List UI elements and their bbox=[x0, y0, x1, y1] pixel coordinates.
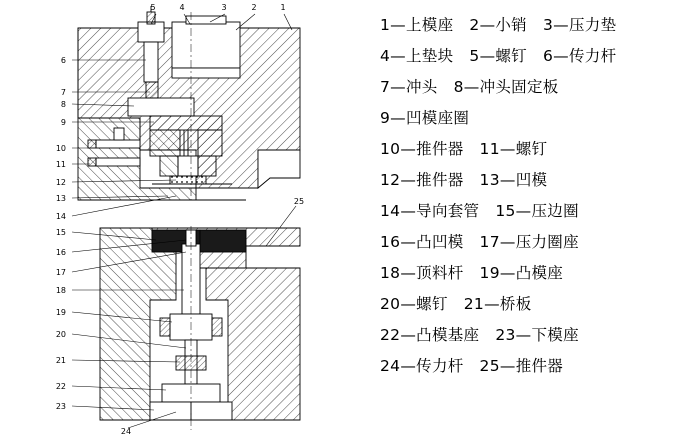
svg-text:20: 20 bbox=[55, 330, 66, 339]
legend-line bbox=[380, 49, 696, 65]
svg-text:23: 23 bbox=[55, 402, 66, 411]
legend-line bbox=[380, 18, 696, 34]
svg-text:14: 14 bbox=[55, 212, 66, 221]
legend-entry-number: 4 bbox=[380, 47, 391, 65]
svg-text:9: 9 bbox=[60, 118, 66, 127]
legend-entry-number: 25 bbox=[479, 357, 500, 375]
legend-entry-label: 螺钉 bbox=[495, 47, 527, 65]
svg-text:16: 16 bbox=[55, 248, 66, 257]
legend-entry-number: 11 bbox=[479, 140, 500, 158]
legend-entry-number: 6 bbox=[542, 47, 554, 65]
svg-text:4: 4 bbox=[179, 3, 185, 12]
legend-entry-9 bbox=[380, 109, 469, 127]
legend-line bbox=[380, 328, 696, 344]
legend-entry-dash: — bbox=[400, 264, 417, 282]
legend-entry-3 bbox=[543, 16, 616, 34]
legend-line bbox=[380, 142, 696, 158]
legend-entry-number: 8 bbox=[453, 78, 464, 96]
parts-legend bbox=[380, 18, 696, 418]
legend-entry-23 bbox=[495, 326, 579, 344]
legend-entry-label: 推件器 bbox=[416, 140, 464, 158]
legend-entry-number: 23 bbox=[495, 326, 516, 344]
svg-text:19: 19 bbox=[55, 308, 66, 317]
legend-entry-number: 1 bbox=[380, 16, 391, 34]
legend-entry-dash: — bbox=[479, 16, 496, 34]
legend-entry-dash: — bbox=[553, 47, 569, 65]
legend-entry-number: 18 bbox=[380, 264, 401, 282]
legend-entry-number: 19 bbox=[479, 264, 500, 282]
legend-entry-number: 10 bbox=[380, 140, 401, 158]
legend-entry-17 bbox=[480, 233, 579, 251]
legend-entry-dash: — bbox=[400, 326, 417, 344]
legend-entry-label: 推件器 bbox=[515, 357, 564, 375]
legend-entry-number: 21 bbox=[463, 295, 485, 313]
legend-entry-dash: — bbox=[390, 47, 406, 65]
svg-text:1: 1 bbox=[280, 3, 286, 12]
legend-entry-16 bbox=[380, 233, 464, 251]
svg-text:10: 10 bbox=[55, 144, 66, 153]
svg-text:13: 13 bbox=[55, 194, 66, 203]
legend-entry-2 bbox=[469, 16, 527, 34]
legend-entry-dash: — bbox=[463, 78, 480, 96]
svg-text:15: 15 bbox=[55, 228, 66, 237]
legend-entry-1 bbox=[380, 16, 453, 34]
legend-entry-label: 导向套管 bbox=[416, 202, 480, 220]
legend-entry-5 bbox=[469, 47, 527, 65]
legend-entry-dash: — bbox=[484, 295, 500, 313]
legend-entry-dash: — bbox=[479, 47, 496, 65]
legend-line bbox=[380, 235, 696, 251]
legend-entry-24 bbox=[380, 357, 464, 375]
legend-entry-25 bbox=[480, 357, 564, 375]
legend-line bbox=[380, 204, 696, 220]
svg-text:5: 5 bbox=[150, 3, 156, 12]
legend-entry-dash: — bbox=[400, 202, 417, 220]
legend-entry-label: 冲头固定板 bbox=[479, 78, 559, 96]
legend-entry-label: 压力垫 bbox=[568, 16, 617, 34]
legend-entry-number: 14 bbox=[380, 202, 401, 220]
legend-entry-dash: — bbox=[400, 140, 417, 158]
legend-entry-dash: — bbox=[400, 171, 417, 189]
legend-entry-dash: — bbox=[390, 78, 406, 96]
legend-entry-dash: — bbox=[400, 295, 417, 313]
svg-text:2: 2 bbox=[251, 3, 257, 12]
svg-text:25: 25 bbox=[293, 197, 305, 206]
legend-entry-dash: — bbox=[400, 357, 417, 375]
svg-text:24: 24 bbox=[120, 427, 132, 434]
legend-entry-22 bbox=[380, 326, 479, 344]
legend-entry-number: 13 bbox=[479, 171, 500, 189]
legend-line bbox=[380, 111, 696, 127]
legend-entry-4 bbox=[380, 47, 453, 65]
legend-entry-11 bbox=[480, 140, 548, 158]
legend-entry-dash: — bbox=[515, 202, 532, 220]
legend-entry-21 bbox=[464, 295, 532, 313]
legend-entry-number: 20 bbox=[380, 295, 401, 313]
svg-text:3: 3 bbox=[221, 3, 227, 12]
legend-entry-label: 上垫块 bbox=[405, 47, 454, 65]
legend-entry-13 bbox=[480, 171, 548, 189]
legend-entry-14 bbox=[380, 202, 479, 220]
legend-entry-label: 顶料杆 bbox=[416, 264, 464, 282]
legend-entry-7 bbox=[380, 78, 438, 96]
legend-entry-label: 压力圈座 bbox=[515, 233, 579, 251]
legend-line bbox=[380, 173, 696, 189]
svg-text:22: 22 bbox=[55, 382, 66, 391]
legend-entry-dash: — bbox=[515, 326, 532, 344]
legend-entry-label: 螺钉 bbox=[416, 295, 448, 313]
legend-entry-dash: — bbox=[499, 140, 516, 158]
legend-line bbox=[380, 359, 696, 375]
legend-entry-dash: — bbox=[499, 357, 516, 375]
legend-entry-label: 小销 bbox=[495, 16, 527, 34]
svg-text:6: 6 bbox=[60, 56, 66, 65]
legend-entry-number: 22 bbox=[380, 326, 401, 344]
legend-entry-number: 16 bbox=[380, 233, 401, 251]
svg-text:17: 17 bbox=[55, 268, 66, 277]
svg-text:7: 7 bbox=[60, 88, 66, 97]
legend-entry-12 bbox=[380, 171, 464, 189]
svg-text:8: 8 bbox=[60, 100, 66, 109]
legend-entry-label: 凸模基座 bbox=[416, 326, 480, 344]
legend-entry-number: 3 bbox=[542, 16, 554, 34]
legend-entry-number: 12 bbox=[380, 171, 401, 189]
legend-line bbox=[380, 266, 696, 282]
legend-entry-dash: — bbox=[499, 264, 516, 282]
legend-entry-number: 5 bbox=[469, 47, 480, 65]
svg-text:12: 12 bbox=[55, 178, 66, 187]
legend-entry-8 bbox=[454, 78, 559, 96]
legend-entry-label: 冲头 bbox=[405, 78, 438, 96]
legend-entry-number: 7 bbox=[380, 78, 391, 96]
legend-entry-15 bbox=[495, 202, 579, 220]
legend-entry-dash: — bbox=[499, 233, 516, 251]
legend-entry-label: 凸模座 bbox=[515, 264, 564, 282]
legend-entry-label: 螺钉 bbox=[515, 140, 548, 158]
legend-line bbox=[380, 80, 696, 96]
legend-entry-number: 24 bbox=[380, 357, 401, 375]
legend-entry-label: 推件器 bbox=[416, 171, 464, 189]
legend-entry-label: 凹模 bbox=[515, 171, 548, 189]
legend-entry-label: 上模座 bbox=[405, 16, 454, 34]
legend-entry-label: 下模座 bbox=[531, 326, 579, 344]
legend-entry-label: 凸凹模 bbox=[416, 233, 464, 251]
legend-entry-6 bbox=[543, 47, 616, 65]
legend-entry-label: 压边圈 bbox=[531, 202, 579, 220]
legend-line bbox=[380, 297, 696, 313]
legend-entry-dash: — bbox=[390, 16, 406, 34]
legend-entry-number: 17 bbox=[479, 233, 500, 251]
svg-text:11: 11 bbox=[55, 160, 66, 169]
legend-entry-label: 凹模座圈 bbox=[405, 109, 470, 127]
svg-text:18: 18 bbox=[55, 286, 66, 295]
legend-entry-dash: — bbox=[553, 16, 569, 34]
legend-entry-dash: — bbox=[390, 109, 406, 127]
legend-entry-19 bbox=[480, 264, 564, 282]
legend-entry-18 bbox=[380, 264, 464, 282]
legend-entry-dash: — bbox=[499, 171, 516, 189]
legend-entry-number: 9 bbox=[380, 109, 391, 127]
legend-entry-label: 传力杆 bbox=[416, 357, 464, 375]
legend-entry-label: 传力杆 bbox=[568, 47, 617, 65]
legend-entry-number: 2 bbox=[469, 16, 480, 34]
legend-entry-label: 桥板 bbox=[499, 295, 532, 313]
legend-entry-dash: — bbox=[400, 233, 417, 251]
svg-text:21: 21 bbox=[55, 356, 66, 365]
legend-entry-20 bbox=[380, 295, 448, 313]
legend-entry-10 bbox=[380, 140, 464, 158]
legend-entry-number: 15 bbox=[495, 202, 516, 220]
